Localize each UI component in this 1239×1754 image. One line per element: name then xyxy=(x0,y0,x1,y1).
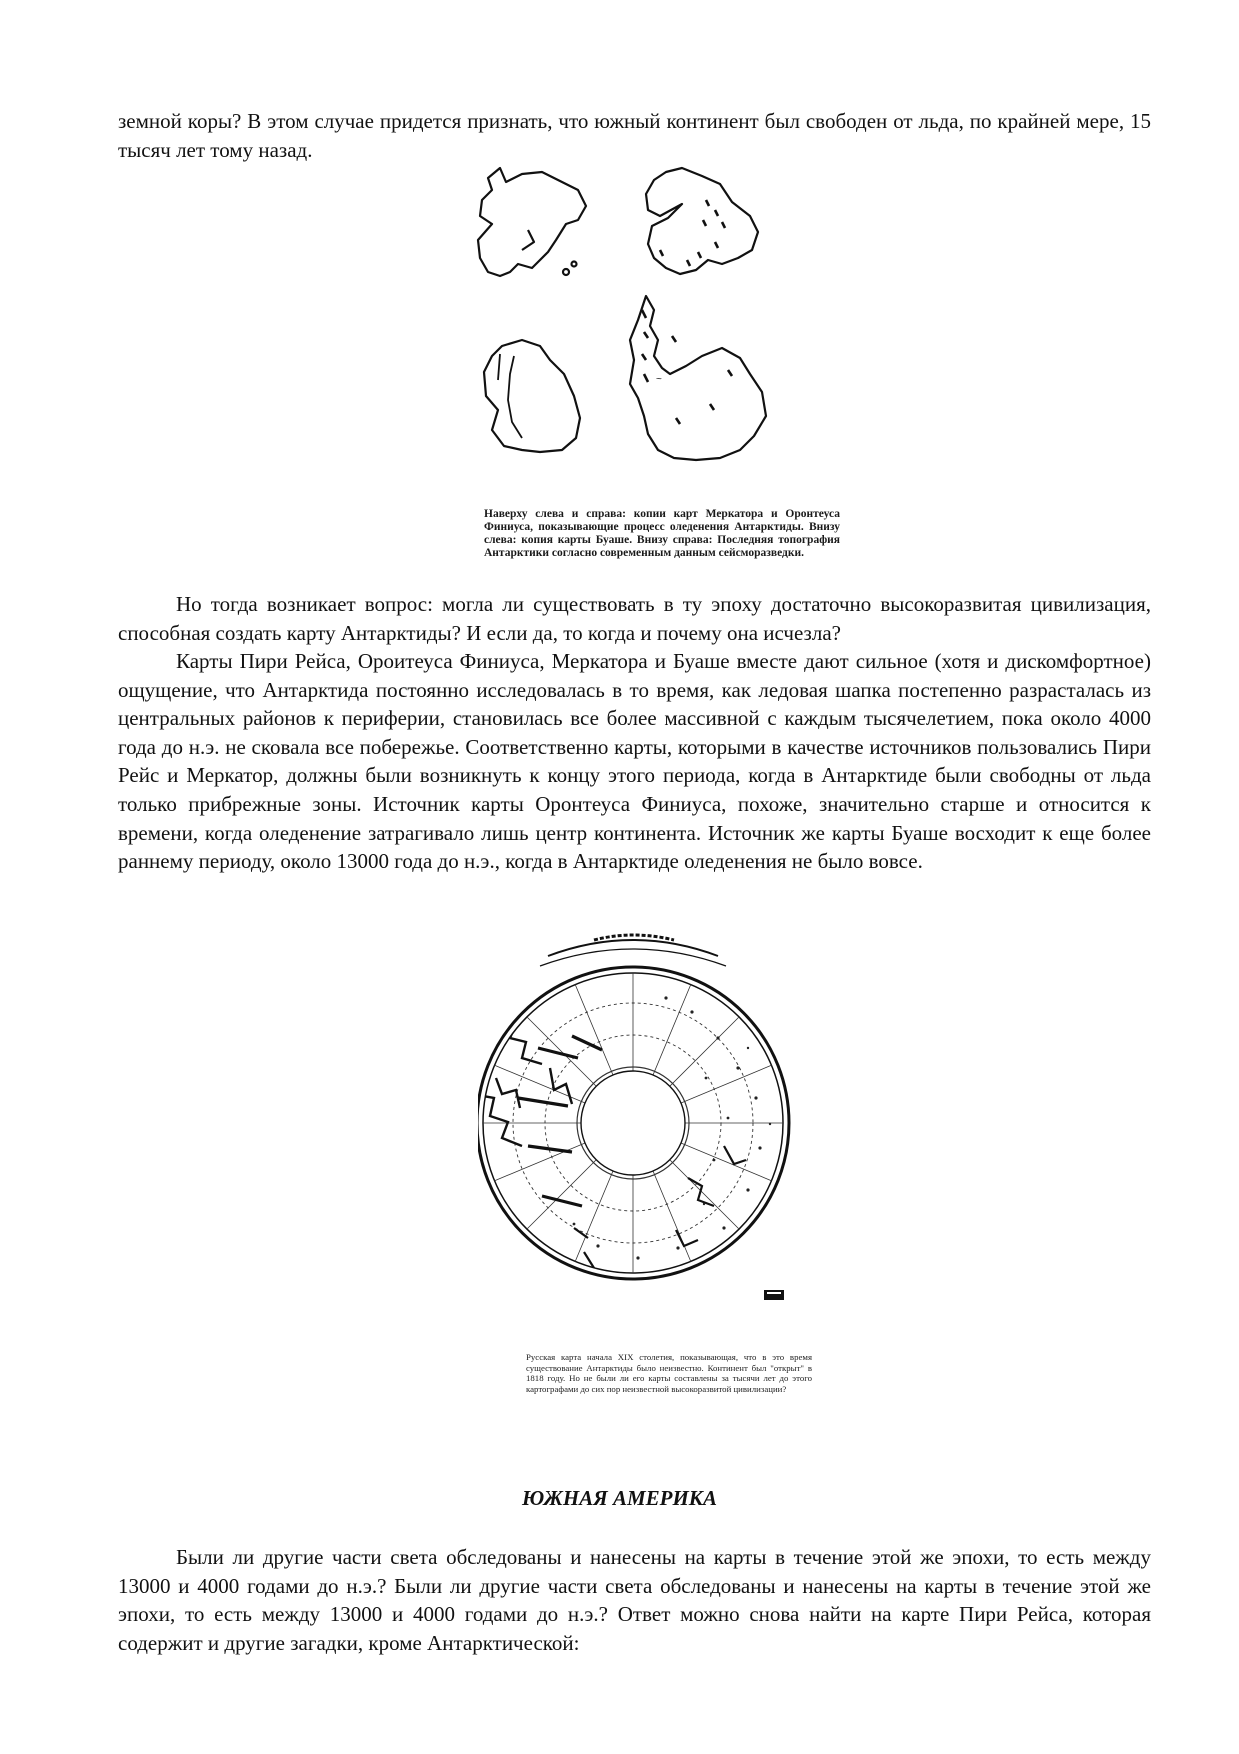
oronteus-finaeus-map-outline xyxy=(646,168,758,274)
paragraph-intro: земной коры? В этом случае придется признать, что южный континент был свободен от льда, по крайней мере, 15 тысяч лет тому назад. xyxy=(118,109,1151,162)
antarctica-maps-figure xyxy=(470,160,850,505)
paragraph-maps: Карты Пири Рейса, Ороитеуса Финиуса, Меркатора и Буаше вместе дают сильное (хотя и дискомфортное) ощущение, что Антарктида постоянно исследовалась в то время, как ледовая шапка постепенно разрасталась из центральных районов к периферии, становилась все более массивной с каждым тысячелетием, пока около 4000 года до н.э. не сковала все побережье. Соответственно карты, которыми в качестве источников пользовались Пири Рейс и Меркатор, должны были возникнуть к концу этого периода, когда в Антарктиде были свободны от льда только прибрежные зоны. Источник карты Оронтеуса Финиуса, похоже, значительно старше и относится к времени, когда оледенение затрагивало лишь центр континента. Источник же карты Буаше восходит к еще более раннему периоду, около 13000 года до н.э., когда в Антарктиде оледенения не было вовсе. xyxy=(118,649,1151,874)
section-heading: ЮЖНАЯ АМЕРИКА xyxy=(521,1486,718,1510)
seismic-topography-outline xyxy=(630,296,766,460)
russian-polar-map xyxy=(478,928,798,1328)
figure2-caption: Русская карта начала XIX столетия, показывающая, что в это время существование Антарктиды было неизвестно. Континент был "открыт" в 1818 году. Но не были ли его карты составлены за тысячи лет до этого картографами до сих пор неизвестной высокоразвитой цивилизации? xyxy=(526,1352,812,1394)
buache-map-outline xyxy=(484,340,580,452)
svg-text:~: ~ xyxy=(656,374,662,385)
paragraph-question: Но тогда возникает вопрос: могла ли существовать в ту эпоху достаточно высокоразвитая цивилизация, способная создать карту Антарктиды? И если да, то когда и почему она исчезла? xyxy=(118,592,1151,645)
mercator-map-outline xyxy=(478,168,586,276)
figure1-caption: Наверху слева и справа: копии карт Меркатора и Оронтеуса Финиуса, показывающие процесс оледенения Антарктиды. Внизу слева: копия карты Буаше. Внизу справа: Последняя топография Антарктики согласно современным данным сейсморазведки. xyxy=(484,508,840,559)
paragraph-south-america: Были ли другие части света обследованы и нанесены на карты в течение этой же эпохи, то есть между 13000 и 4000 годами до н.э.? Были ли другие части света обследованы и нанесены на карты в течение этой же эпохи, то есть между 13000 и 4000 годами до н.э.? Ответ можно снова найти на карте Пири Рейса, которая содержит и другие загадки, кроме Антарктической: xyxy=(118,1545,1151,1655)
